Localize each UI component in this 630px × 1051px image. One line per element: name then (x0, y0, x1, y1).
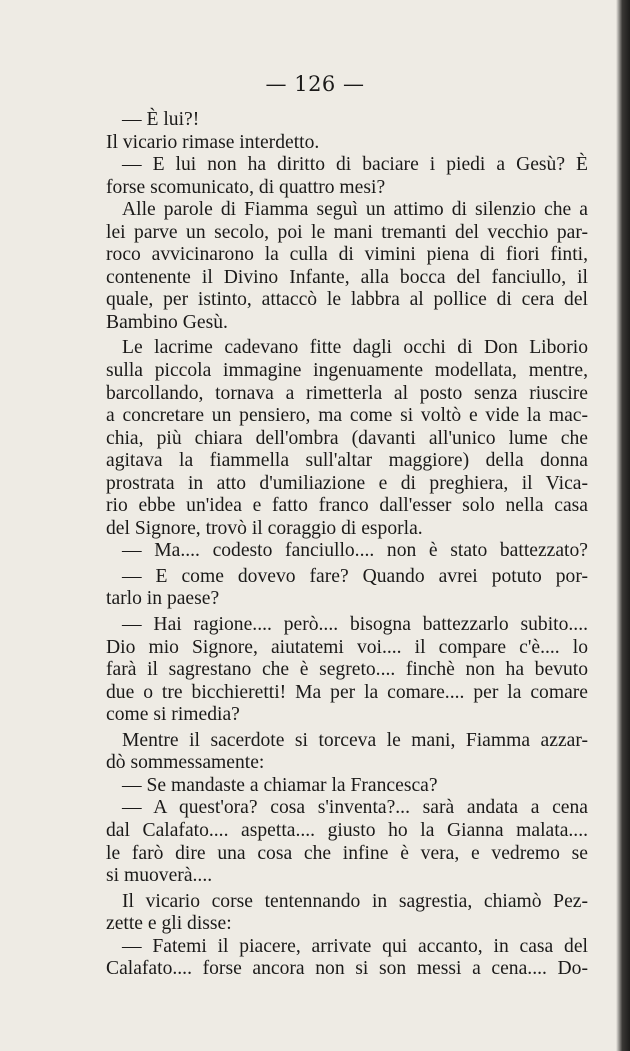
text-line: contenente il Divino Infante, alla bocca del fanciullo, il (106, 266, 588, 288)
text-line: — E lui non ha diritto di baciare i piedi a Gesù? È (122, 154, 588, 176)
page-body-text (106, 109, 588, 981)
text-line: dal Calafato.... aspetta.... giusto ho la Gianna malata.... (106, 819, 588, 841)
text-line: prostrata in atto d'umiliazione e di preghiera, il Vica- (106, 472, 588, 494)
text-line: agitava la fiammella sull'altar maggiore) della donna (106, 450, 588, 472)
text-line: del Signore, trovò il coraggio di esporla. (106, 517, 423, 539)
text-line: lei parve un secolo, poi le mani tremanti del vecchio par- (106, 221, 588, 243)
text-line: — A quest'ora? cosa s'inventa?... sarà andata a cena (122, 797, 588, 819)
text-line: sulla piccola immagine ingenuamente modellata, mentre, (106, 360, 588, 382)
text-line: Il vicario corse tentennando in sagrestia, chiamò Pez- (122, 890, 588, 912)
text-line: Le lacrime cadevano fitte dagli occhi di Don Liborio (122, 337, 588, 359)
page-number: — 126 — (265, 72, 365, 96)
text-line: — Hai ragione.... però.... bisogna battezzarlo subito.... (122, 614, 588, 636)
text-line: farà il sagrestano che è segreto.... finchè non ha bevuto (106, 659, 588, 681)
text-line: Dio mio Signore, aiutatemi voi.... il compare c'è.... lo (106, 636, 588, 658)
text-line: rio ebbe un'idea e fatto franco dall'esser solo nella casa (106, 495, 588, 517)
text-line: — Ma.... codesto fanciullo.... non è stato battezzato? (122, 540, 588, 562)
text-line: roco avvicinarono la culla di vimini piena di fiori finti, (106, 244, 588, 266)
text-line: le farò dire una cosa che infine è vera, e vedremo se (106, 842, 588, 864)
text-line: si muoverà.... (106, 865, 213, 887)
text-line: Il vicario rimase interdetto. (106, 131, 320, 153)
text-line: — Se mandaste a chiamar la Francesca? (122, 774, 438, 796)
text-line: Bambino Gesù. (106, 311, 228, 333)
text-line: barcollando, tornava a rimetterla al posto senza riuscire (106, 382, 588, 404)
page-binding-edge (616, 0, 630, 1051)
text-line: forse scomunicato, di quattro mesi? (106, 176, 386, 198)
text-line: dò sommessamente: (106, 752, 265, 774)
text-line: tarlo in paese? (106, 588, 220, 610)
text-line: — È lui?! (122, 109, 200, 130)
text-line: Calafato.... forse ancora non si son messi a cena.... Do- (106, 958, 588, 980)
text-line: — Fatemi il piacere, arrivate qui accanto, in casa del (122, 935, 588, 957)
text-line: come si rimedia? (106, 704, 240, 726)
text-line: — E come dovevo fare? Quando avrei potuto por- (122, 565, 588, 587)
text-line: due o tre bicchieretti! Ma per la comare.... per la comare (106, 681, 588, 703)
text-line: Mentre il sacerdote si torceva le mani, Fiamma azzar- (122, 729, 588, 751)
text-line: quale, per istinto, attaccò le labbra al pollice di cera del (106, 289, 588, 311)
text-line: a concretare un pensiero, ma come si voltò e vide la mac- (106, 405, 588, 427)
text-line: chia, più chiara dell'ombra (davanti all'unico lume che (106, 427, 588, 449)
text-line: zette e gli disse: (106, 913, 232, 935)
text-line: Alle parole di Fiamma seguì un attimo di silenzio che a (122, 199, 588, 221)
